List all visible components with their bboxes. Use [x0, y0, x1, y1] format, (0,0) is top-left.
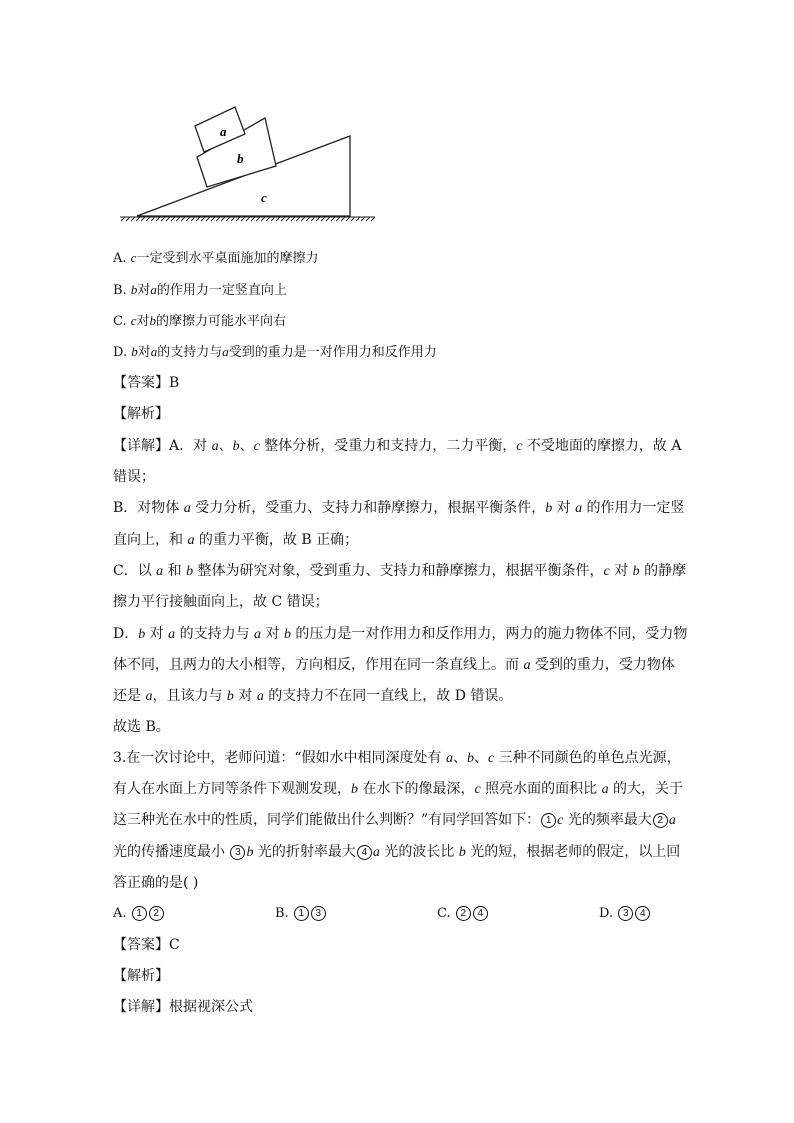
- variable: c: [487, 751, 495, 766]
- text-segment: 、: [473, 750, 488, 766]
- q3-option-a: [113, 904, 165, 924]
- variable: a: [145, 689, 153, 704]
- text-segment: 整体为研究对象，受到重力、支持力和静摩擦力，根据平衡条件，: [193, 563, 604, 579]
- variable: c: [130, 250, 137, 265]
- label-a: a: [220, 124, 227, 139]
- q2-detail-line: [113, 561, 686, 582]
- text-segment: 的大，关于: [608, 781, 684, 797]
- text-segment: 、: [239, 438, 254, 454]
- option-letter: A.: [113, 251, 131, 266]
- variable: c: [557, 813, 564, 828]
- variable: b: [130, 282, 138, 297]
- text-segment: 光的传播速度最小: [113, 844, 230, 860]
- text-segment: 、: [218, 438, 233, 454]
- q2-detail-line: [113, 467, 155, 487]
- q3-analysis-label: 【解析】: [113, 968, 169, 984]
- text-segment: 的支持力与: [157, 345, 223, 360]
- text-segment: 直向上，和: [113, 532, 188, 548]
- text-segment: C．以: [113, 563, 157, 579]
- variable: b: [186, 564, 194, 579]
- text-segment: 的作用力一定竖: [582, 500, 685, 516]
- variable: c: [603, 564, 610, 579]
- variable: b: [246, 845, 254, 860]
- q2-option-c: [113, 311, 286, 332]
- text-segment: 错误；: [113, 469, 155, 485]
- label-b: b: [237, 151, 244, 166]
- text-segment: 光的频率最大: [563, 812, 652, 828]
- text-segment: 的压力是一对作用力和反作用力，两力的施力物体不同，受力物: [290, 626, 688, 642]
- variable: b: [232, 439, 240, 454]
- text-segment: 3.在一次讨论中，老师问道：“假如水中相同深度处有: [113, 750, 446, 766]
- variable: a: [150, 344, 158, 359]
- variable: c: [130, 313, 137, 328]
- text-segment: 【详解】A．对: [113, 438, 212, 454]
- text-segment: 的摩擦力可能水平向右: [156, 314, 287, 329]
- variable: c: [516, 439, 523, 454]
- q2-detail-line: [113, 624, 687, 645]
- variable: b: [545, 501, 553, 516]
- text-segment: 受力分析，受重力、支持力和静摩擦力，根据平衡条件，: [190, 500, 546, 516]
- text-segment: 整体分析，受重力和支持力，二力平衡，: [259, 438, 517, 454]
- q3-stem-line: [113, 810, 676, 831]
- variable: b: [149, 313, 157, 328]
- variable: a: [668, 813, 676, 828]
- option-letter: D.: [599, 906, 618, 921]
- text-segment: 和: [163, 563, 187, 579]
- circled-number: 3: [311, 906, 326, 921]
- text-segment: 受到的重力是一对作用力和反作用力: [228, 345, 437, 360]
- text-segment: 光的折射率最大: [253, 844, 356, 860]
- circled-number: 2: [149, 906, 164, 921]
- text-segment: 三种不同颜色的单色点光源，: [494, 750, 681, 766]
- circled-number: 3: [230, 845, 245, 860]
- text-segment: 、: [452, 750, 467, 766]
- variable: a: [168, 627, 176, 642]
- q2-detail-line: [113, 686, 512, 707]
- q2-detail-line: [113, 655, 675, 676]
- circled-number: 1: [132, 906, 147, 921]
- circled-number: 4: [357, 845, 372, 860]
- text-segment: 体不同，且两力的大小相等，方向相反，作用在同一条直线上。而: [113, 657, 524, 673]
- text-segment: 的重力平衡，故 B 正确；: [194, 532, 359, 548]
- q3-option-b: [275, 904, 327, 924]
- text-segment: 照亮水面的面积比: [480, 781, 602, 797]
- option-letter: B.: [113, 283, 131, 298]
- option-letter: B.: [275, 906, 293, 921]
- option-letter: C.: [437, 906, 455, 921]
- q3-stem-line: [113, 779, 683, 800]
- circled-number: 1: [294, 906, 309, 921]
- text-segment: 的支持力不在同一直线上，故 D 错误。: [263, 688, 513, 704]
- variable: a: [575, 501, 583, 516]
- text-segment: 这三种光在水中的性质，同学们能做出什么判断？”有同学回答如下：: [113, 812, 541, 828]
- q2-answer: 【答案】B: [113, 375, 180, 391]
- variable: a: [211, 439, 219, 454]
- q3-stem-line: [113, 873, 198, 893]
- variable: a: [256, 689, 264, 704]
- text-segment: 不受地面的摩擦力，故 A: [522, 438, 682, 454]
- option-letter: C.: [113, 314, 131, 329]
- text-segment: 对: [552, 500, 576, 516]
- q2-detail-line: [113, 436, 681, 457]
- q3-detail-start: 【详解】根据视深公式: [113, 999, 253, 1015]
- variable: b: [466, 751, 474, 766]
- text-segment: 受到的重力，受力物体: [530, 657, 675, 673]
- text-segment: 擦力平行接触面向上，故 C 错误；: [113, 594, 329, 610]
- text-segment: 对: [137, 345, 151, 360]
- text-segment: 一定受到水平桌面施加的摩擦力: [136, 251, 319, 266]
- text-segment: 的静摩: [639, 563, 687, 579]
- circled-number: 1: [541, 813, 556, 828]
- text-segment: 故选 B。: [113, 719, 170, 735]
- q3-option-d: [599, 904, 651, 924]
- q2-option-a: [113, 248, 318, 269]
- variable: b: [632, 564, 640, 579]
- variable: a: [523, 658, 531, 673]
- variable: b: [138, 627, 146, 642]
- q3-stem-line: [113, 842, 680, 863]
- variable: c: [474, 782, 481, 797]
- q3-stem-line: [113, 748, 681, 769]
- text-segment: 对: [233, 688, 257, 704]
- variable: a: [445, 751, 453, 766]
- text-segment: 光的短，根据老师的假定，以上回: [465, 844, 681, 860]
- text-segment: 光的波长比: [379, 844, 459, 860]
- variable: b: [283, 627, 291, 642]
- text-segment: 对: [137, 283, 151, 298]
- q2-detail-line: [113, 498, 685, 519]
- text-segment: 对: [609, 563, 633, 579]
- q3-answer: 【答案】C: [113, 937, 180, 953]
- circled-number: 2: [653, 813, 668, 828]
- q2-option-d: [113, 342, 437, 363]
- q2-option-b: [113, 280, 287, 301]
- circled-number: 2: [456, 906, 471, 921]
- text-segment: 对: [145, 626, 169, 642]
- variable: c: [253, 439, 260, 454]
- q2-analysis-label: 【解析】: [113, 406, 169, 422]
- variable: a: [156, 564, 164, 579]
- q2-detail-line: [113, 717, 170, 737]
- circled-number: 4: [635, 906, 650, 921]
- text-segment: 对: [136, 314, 150, 329]
- variable: a: [187, 533, 195, 548]
- text-segment: 对: [261, 626, 284, 642]
- text-segment: 有人在水面上方同等条件下观测发现，: [113, 781, 351, 797]
- q3-option-c: [437, 904, 489, 924]
- variable: a: [150, 282, 157, 297]
- variable: a: [372, 845, 380, 860]
- ground-hatching: [120, 217, 375, 221]
- variable: b: [351, 782, 358, 797]
- variable: b: [458, 845, 466, 860]
- variable: a: [601, 782, 609, 797]
- text-segment: B．对物体: [113, 500, 184, 516]
- text-segment: 的支持力与: [175, 626, 255, 642]
- variable: b: [131, 344, 138, 359]
- text-segment: 还是: [113, 688, 146, 704]
- variable: a: [183, 501, 191, 516]
- option-letter: D.: [113, 345, 132, 360]
- text-segment: ，且该力与: [152, 688, 227, 704]
- variable: b: [226, 689, 234, 704]
- text-segment: D．: [113, 626, 139, 642]
- text-segment: 答正确的是( ): [113, 875, 199, 891]
- q2-detail-line: [113, 530, 358, 551]
- incline-blocks-figure: [115, 100, 405, 230]
- variable: a: [222, 344, 229, 359]
- option-letter: A.: [113, 906, 131, 921]
- circled-number: 3: [618, 906, 633, 921]
- q2-detail-line: [113, 592, 329, 612]
- circled-number: 4: [473, 906, 488, 921]
- label-c: c: [261, 190, 267, 205]
- text-segment: 在水下的像最深，: [358, 781, 475, 797]
- text-segment: 的作用力一定竖直向上: [156, 283, 287, 298]
- variable: a: [254, 627, 262, 642]
